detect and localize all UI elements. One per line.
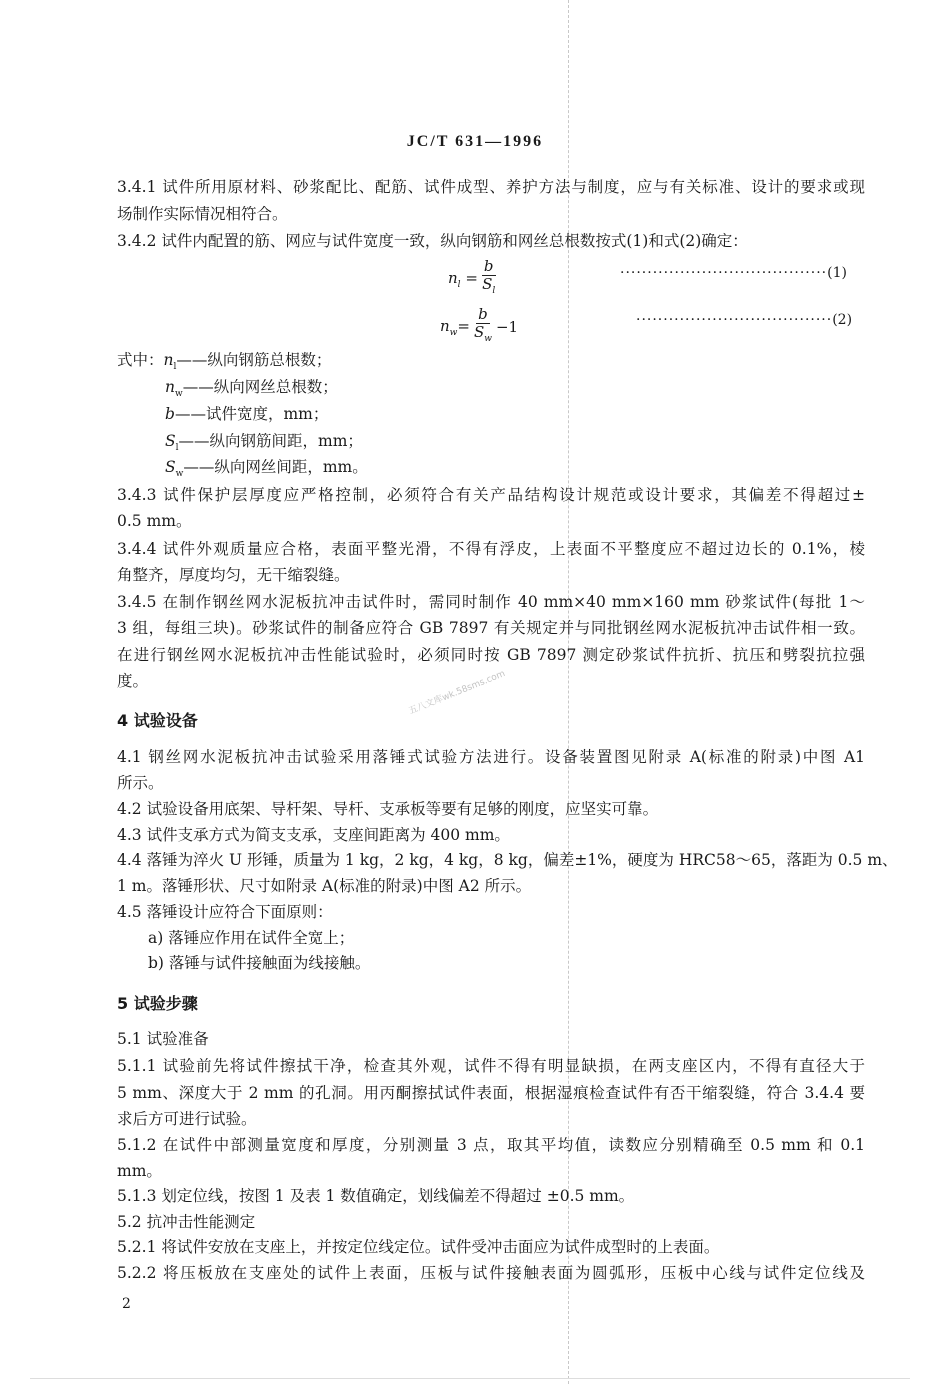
where-item bbox=[165, 431, 865, 454]
formula-subscript: w bbox=[484, 334, 492, 344]
symbol-description: ——试件宽度，mm； bbox=[174, 405, 329, 423]
clause-3-4-5: 在进行钢丝网水泥板抗冲击性能试验时，必须同时按 GB 7897 测定砂浆试件抗折、抗压和劈裂抗拉强 bbox=[117, 646, 865, 664]
scan-edge-line bbox=[30, 1378, 910, 1379]
clause-5-1-3: 5.1.3 划定位线，按图 1 及表 1 数值确定，划线偏差不得超过 ±0.5 mm。 bbox=[117, 1187, 635, 1205]
symbol: b bbox=[165, 405, 175, 423]
clause-4-1: 所示。 bbox=[117, 774, 164, 792]
clause-3-4-4: 3.4.4 试件外观质量应合格，表面平整光滑，不得有浮皮，上表面不平整度应不超过边长的 0.1%，棱 bbox=[117, 540, 865, 558]
symbol-description: ——纵向钢筋总根数； bbox=[176, 351, 332, 369]
symbol-description: ——纵向网丝总根数； bbox=[182, 378, 338, 396]
symbol: S bbox=[165, 432, 176, 450]
symbol-description: ——纵向钢筋间距，mm； bbox=[178, 432, 363, 450]
formula-2: $n_w=$ $\frac{b}{S_w}$ −1 bbox=[440, 305, 519, 344]
equation-number: (1) bbox=[827, 265, 847, 281]
clause-3-4-3: 3.4.3 试件保护层厚度应严格控制，必须符合有关产品结构设计规范或设计要求，其偏差不得超过± bbox=[117, 486, 865, 504]
equation-number: (2) bbox=[832, 312, 853, 328]
clause-3-4-5: 3 组，每组三块)。砂浆试件的制备应符合 GB 7897 有关规定并与同批钢丝网水泥板抗冲击试件相一致。 bbox=[117, 619, 865, 637]
clause-5-1: 5.1 试验准备 bbox=[117, 1030, 209, 1048]
document-header: JC/T 631—1996 bbox=[406, 133, 544, 150]
denominator: S bbox=[482, 275, 493, 293]
clause-5-1-1: 求后方可进行试验。 bbox=[117, 1110, 257, 1128]
symbol-subscript: l bbox=[173, 362, 177, 373]
where-item bbox=[117, 350, 865, 373]
section-heading-4: 4 试验设备 bbox=[117, 711, 198, 730]
symbol-description: ——纵向网丝间距，mm。 bbox=[183, 458, 368, 476]
where-item bbox=[165, 457, 865, 480]
clause-5-1-2: mm。 bbox=[117, 1162, 162, 1180]
symbol-subscript: l bbox=[175, 443, 179, 454]
formula-1: $n_l$ = $\frac{b}{S_l}$ bbox=[448, 257, 496, 296]
clause-4-5: 4.5 落锤设计应符合下面原则： bbox=[117, 903, 333, 921]
clause-5-1-2: 5.1.2 在试件中部测量宽度和厚度，分别测量 3 点，取其平均值，读数应分别精确至 0.5 mm 和 0.1 bbox=[117, 1136, 865, 1154]
clause-3-4-5: 度。 bbox=[117, 672, 149, 690]
denominator: S bbox=[473, 323, 485, 341]
clause-4-4: 1 m。落锤形状、尺寸如附录 A(标准的附录)中图 A2 所示。 bbox=[117, 877, 532, 895]
clause-5-1-1: 5.1.1 试验前先将试件擦拭干净，检查其外观，试件不得有明显缺损，在两支座区内，不得有直径大于 bbox=[117, 1057, 865, 1075]
symbol: n bbox=[163, 351, 174, 369]
clause-4-5-a: a) 落锤应作用在试件全宽上； bbox=[148, 929, 355, 947]
formula-subscript: l bbox=[492, 286, 496, 296]
symbol-subscript: w bbox=[175, 469, 184, 480]
clause-5-2-1: 5.2.1 将试件安放在支座上，并按定位线定位。试件受冲击面应为试件成型时的上表面。 bbox=[117, 1238, 720, 1256]
symbol: S bbox=[165, 458, 176, 476]
clause-4-2: 4.2 试验设备用底架、导杆架、导杆、支承板等要有足够的刚度，应坚实可靠。 bbox=[117, 800, 659, 818]
formula-subscript: w bbox=[449, 327, 458, 338]
clause-3-4-2: 3.4.2 试件内配置的筋、网应与试件宽度一致，纵向钢筋和网丝总根数按式(1)和式(2)确定： bbox=[117, 232, 748, 250]
formula-symbol: n bbox=[448, 268, 458, 287]
numerator: b bbox=[478, 305, 488, 323]
section-heading-5: 5 试验步骤 bbox=[117, 994, 198, 1013]
watermark: 五八文库wk.58sms.com bbox=[407, 668, 507, 717]
formula-symbol: n bbox=[440, 316, 450, 335]
where-lead: 式中： bbox=[117, 351, 164, 369]
symbol-subscript: w bbox=[174, 389, 183, 400]
formula-tail: −1 bbox=[495, 318, 519, 336]
clause-5-2: 5.2 抗冲击性能测定 bbox=[117, 1213, 256, 1231]
clause-4-4: 4.4 落锤为淬火 U 形锤，质量为 1 kg，2 kg，4 kg，8 kg，偏差±1%，硬度为 HRC58～65，落距为 0.5 m、 bbox=[117, 851, 898, 869]
clause-4-1: 4.1 钢丝网水泥板抗冲击试验采用落锤式试验方法进行。设备装置图见附录 A(标准的附录)中图 A1 bbox=[117, 748, 865, 766]
clause-3-4-1: 3.4.1 试件所用原材料、砂浆配比、配筋、试件成型、养护方法与制度，应与有关标准、设计的要求或现 bbox=[117, 178, 865, 196]
clause-3-4-5: 3.4.5 在制作钢丝网水泥板抗冲击试件时，需同时制作 40 mm×40 mm×160 mm 砂浆试件(每批 1～ bbox=[117, 593, 865, 611]
clause-4-3: 4.3 试件支承方式为简支支承，支座间距离为 400 mm。 bbox=[117, 826, 510, 844]
symbol: n bbox=[165, 378, 175, 396]
formula-1-number: ······································(1) bbox=[620, 265, 847, 281]
clause-3-4-4: 角整齐，厚度均匀，无干缩裂缝。 bbox=[117, 566, 350, 584]
clause-3-4-3: 0.5 mm。 bbox=[117, 512, 192, 530]
clause-5-1-1: 5 mm、深度大于 2 mm 的孔洞。用丙酮擦拭试件表面，根据湿痕检查试件有否干缩裂缝，符合 3.4.4 要 bbox=[117, 1084, 865, 1102]
numerator: b bbox=[483, 257, 494, 275]
page-number: 2 bbox=[122, 1296, 131, 1312]
clause-4-5-b: b) 落锤与试件接触面为线接触。 bbox=[148, 954, 371, 972]
where-item bbox=[165, 404, 865, 424]
where-item bbox=[165, 377, 865, 400]
clause-5-2-2: 5.2.2 将压板放在支座处的试件上表面，压板与试件接触表面为圆弧形，压板中心线与试件定位线及 bbox=[117, 1264, 865, 1282]
formula-2-number: ····································(2) bbox=[636, 312, 853, 328]
formula-subscript: l bbox=[457, 279, 461, 290]
clause-3-4-1: 场制作实际情况相符合。 bbox=[117, 205, 288, 223]
